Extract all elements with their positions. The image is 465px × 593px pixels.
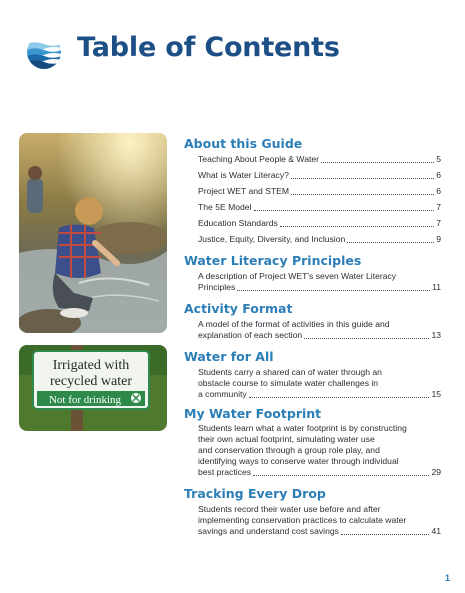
toc-entry[interactable] <box>198 218 441 229</box>
toc-entry-page: 29 <box>431 467 441 477</box>
toc-entry-title: Justice, Equity, Diversity, and Inclusion <box>198 234 346 244</box>
toc-entry-title: What is Water Literacy? <box>198 170 289 180</box>
leader-dots <box>254 210 435 211</box>
section-heading-tracking[interactable]: Tracking Every Drop <box>184 486 326 501</box>
toc-entry-page: 41 <box>431 526 441 536</box>
toc-entry-title: Education Standards <box>198 218 278 228</box>
toc-entry-title: best practices <box>198 467 252 477</box>
toc-entry[interactable] <box>198 467 441 478</box>
leader-dots <box>253 475 429 476</box>
leader-dots <box>304 338 429 339</box>
child-stream-photo <box>19 133 167 333</box>
section-heading-about[interactable]: About this Guide <box>184 136 303 151</box>
toc-entry-page: 6 <box>436 170 441 180</box>
toc-entry-page: 5 <box>436 154 441 164</box>
toc-entry-page: 7 <box>436 218 441 228</box>
toc-entry[interactable] <box>198 154 441 165</box>
page-number: 1 <box>444 573 450 583</box>
section-description: Students learn what a water footprint is by constructing <box>198 423 407 433</box>
leader-dots <box>291 178 434 179</box>
leader-dots <box>280 226 434 227</box>
section-heading-footprint[interactable]: My Water Footprint <box>184 406 322 421</box>
table-of-contents <box>184 136 441 537</box>
toc-entry[interactable] <box>198 170 441 181</box>
toc-entry[interactable] <box>198 202 441 213</box>
project-wet-logo-icon <box>24 34 64 70</box>
leader-dots <box>341 534 430 535</box>
leader-dots <box>291 194 434 195</box>
toc-entry-title: Teaching About People & Water <box>198 154 320 164</box>
leader-dots <box>347 242 434 243</box>
toc-entry[interactable] <box>198 526 441 537</box>
sign-line-3: Not for drinking <box>48 394 122 406</box>
leader-dots <box>237 290 430 291</box>
page-title: Table of Contents <box>77 32 340 63</box>
section-description: obstacle course to simulate water challenges in <box>198 378 379 388</box>
leader-dots <box>321 162 434 163</box>
toc-entry[interactable] <box>198 330 441 341</box>
toc-entry-title: savings and understand cost savings <box>198 526 339 536</box>
section-description: identifying ways to conserve water through individual <box>198 456 399 466</box>
toc-entry-page: 7 <box>436 202 441 212</box>
toc-entry-title: explanation of each section <box>198 330 303 340</box>
sign-line-1: Irrigated with <box>52 358 130 373</box>
section-description: Students record their water use before and after <box>198 504 381 514</box>
section-description: implementing conservation practices to calculate water <box>198 515 407 525</box>
sign-line-2: recycled water <box>50 374 132 389</box>
section-description: Students carry a shared can of water through an <box>198 367 382 377</box>
leader-dots <box>249 397 430 398</box>
toc-entry-page: 11 <box>432 282 441 292</box>
toc-entry[interactable] <box>198 282 441 293</box>
toc-entry[interactable] <box>198 234 441 245</box>
toc-entry[interactable] <box>198 389 441 400</box>
toc-entry-title: The 5E Model <box>198 202 252 212</box>
section-heading-principles[interactable]: Water Literacy Principles <box>184 253 362 268</box>
section-heading-format[interactable]: Activity Format <box>184 301 293 316</box>
toc-entry-page: 15 <box>431 389 441 399</box>
toc-entry-page: 9 <box>436 234 441 244</box>
toc-entry[interactable] <box>198 186 441 197</box>
section-description: and conservation through a group role play, and <box>198 445 380 455</box>
recycled-water-sign-photo <box>19 345 167 431</box>
toc-entry-page: 13 <box>431 330 441 340</box>
toc-entry-title: Principles <box>198 282 236 292</box>
toc-entry-page: 6 <box>436 186 441 196</box>
section-description: their own actual footprint, simulating water use <box>198 434 375 444</box>
toc-entry-title: a community <box>198 389 247 399</box>
section-description: A description of Project WET's seven Water Literacy <box>198 271 397 281</box>
section-description: A model of the format of activities in this guide and <box>198 319 390 329</box>
section-heading-water-for-all[interactable]: Water for All <box>184 349 274 364</box>
toc-entry-title: Project WET and STEM <box>198 186 290 196</box>
